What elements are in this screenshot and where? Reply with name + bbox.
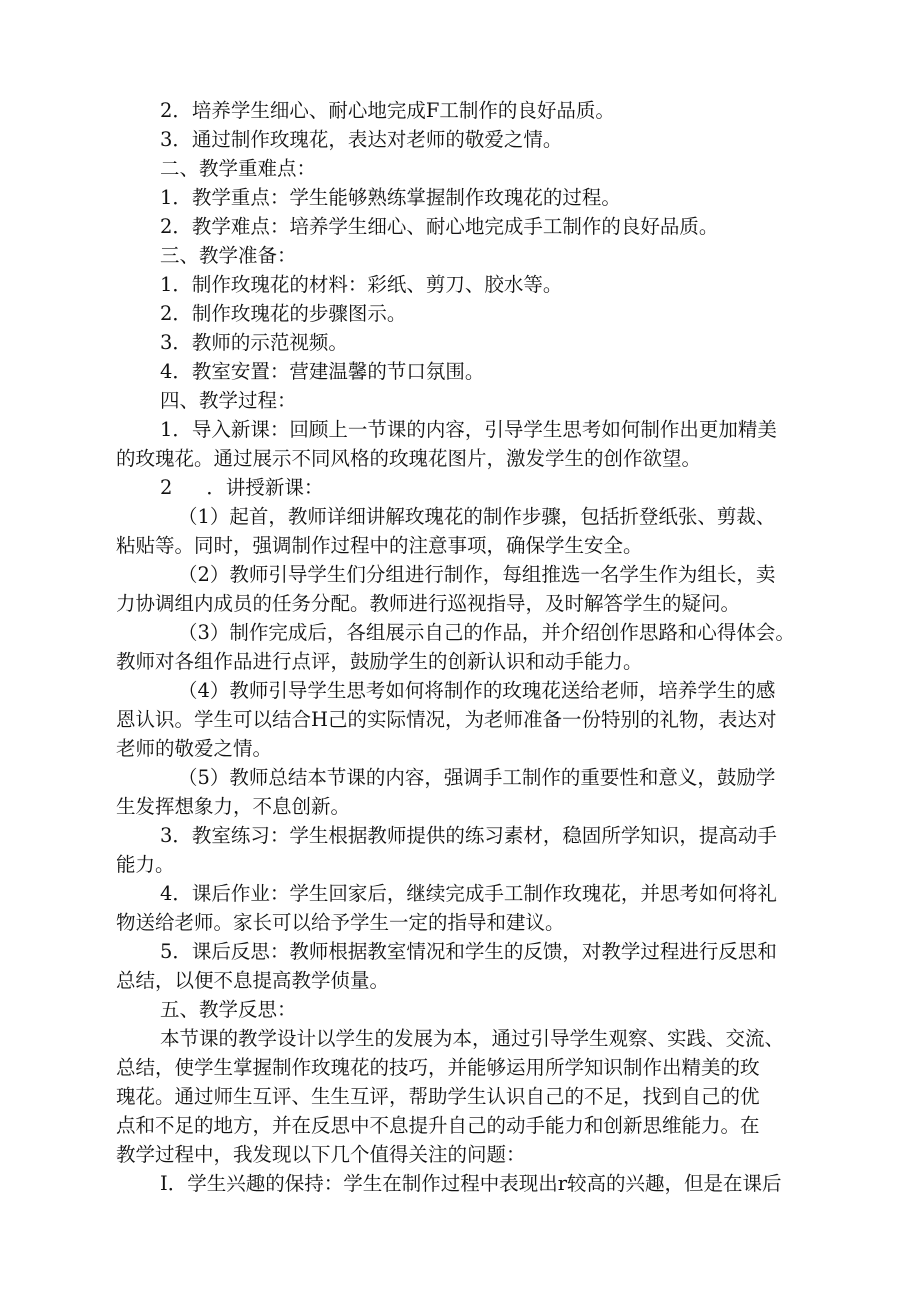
text-line: 2．培养学生细心、耐心地完成F工制作的良好品质。 bbox=[160, 99, 615, 122]
list-number: 2 bbox=[160, 476, 173, 499]
text-line: （3）制作完成后，各组展示自己的作品，并介绍创作思路和心得体会。 bbox=[178, 621, 795, 644]
text-line: 粘贴等。同时，强调制作过程中的注意事项，确保学生安全。 bbox=[116, 534, 643, 557]
section-heading: 三、教学准备： bbox=[160, 244, 297, 267]
text-line: 5．课后反思：教师根据教室情况和学生的反馈，对教学过程进行反思和 bbox=[160, 940, 777, 963]
list-text: ．讲授新课： bbox=[206, 476, 324, 499]
text-line: 教师对各组作品进行点评，鼓励学生的创新认识和动手能力。 bbox=[116, 650, 643, 673]
text-line: 生发挥想象力，不息创新。 bbox=[116, 795, 351, 818]
text-line: 瑰花。通过师生互评、生生互评，帮助学生认识自己的不足，找到自己的优 bbox=[116, 1085, 760, 1108]
section-heading: 五、教学反思： bbox=[160, 998, 297, 1021]
text-line: 3．教师的示范视频。 bbox=[160, 331, 348, 354]
text-line: I．学生兴趣的保持：学生在制作过程中表现出r较高的兴趣，但是在课后 bbox=[160, 1172, 782, 1195]
text-line: （2）教师引导学生们分组进行制作，每组推选一名学生作为组长，卖 bbox=[178, 563, 776, 586]
text-line: 2．制作玫瑰花的步骤图示。 bbox=[160, 302, 407, 325]
text-line: 力协调组内成员的任务分配。教师进行巡视指导，及时解答学生的疑问。 bbox=[116, 592, 741, 615]
text-line: 老师的敬爱之情。 bbox=[116, 737, 273, 760]
text-line: 4．课后作业：学生回家后，继续完成手工制作玫瑰花，并思考如何将礼 bbox=[160, 882, 777, 905]
text-line: （4）教师引导学生思考如何将制作的玫瑰花送给老师，培养学生的感 bbox=[178, 679, 776, 702]
text-line: 3．教室练习：学生根据教师提供的练习素材，稳固所学知识，提高动手 bbox=[160, 824, 777, 847]
section-heading: 二、教学重难点： bbox=[160, 157, 317, 180]
text-line: 总结，以便不息提高教学侦量。 bbox=[116, 969, 390, 992]
text-line: 1．制作玫瑰花的材料：彩纸、剪刀、胶水等。 bbox=[160, 273, 563, 296]
text-line: （1）起首，教师详细讲解玫瑰花的制作步骤，包括折登纸张、剪裁、 bbox=[178, 505, 776, 528]
text-line: 本节课的教学设计以学生的发展为本，通过引导学生观察、实践、交流、 bbox=[160, 1027, 785, 1050]
text-line: 总结，使学生掌握制作玫瑰花的技巧，并能够运用所学知识制作出精美的玫 bbox=[116, 1056, 760, 1079]
text-line: 点和不足的地方，并在反思中不息提升自己的动手能力和创新思维能力。在 bbox=[116, 1114, 760, 1137]
text-line bbox=[160, 473, 323, 502]
text-line: 教学过程中，我发现以下几个值得关注的问题： bbox=[116, 1143, 526, 1166]
text-line: 物送给老师。家长可以给予学生一定的指导和建议。 bbox=[116, 911, 565, 934]
text-line: 1．导入新课：回顾上一节课的内容，引导学生思考如何制作出更加精美 bbox=[160, 418, 777, 441]
text-line: （5）教师总结本节课的内容，强调手工制作的重要性和意义，鼓励学 bbox=[178, 766, 776, 789]
section-heading: 四、教学过程： bbox=[160, 389, 297, 412]
text-line: 2．教学难点：培养学生细心、耐心地完成手工制作的良好品质。 bbox=[160, 215, 719, 238]
text-line: 3．通过制作玫瑰花，表达对老师的敬爱之情。 bbox=[160, 128, 563, 151]
text-line: 4．教室安置：营建温馨的节口氛围。 bbox=[160, 360, 485, 383]
text-line: 1．教学重点：学生能够熟练掌握制作玫瑰花的过程。 bbox=[160, 186, 621, 209]
text-line: 恩认识。学生可以结合H己的实际情况，为老师准备一份特别的礼物，表达对 bbox=[116, 708, 777, 731]
text-line: 的玫瑰花。通过展示不同风格的玫瑰花图片，激发学生的创作欲望。 bbox=[116, 447, 702, 470]
text-line: 能力。 bbox=[116, 853, 175, 876]
